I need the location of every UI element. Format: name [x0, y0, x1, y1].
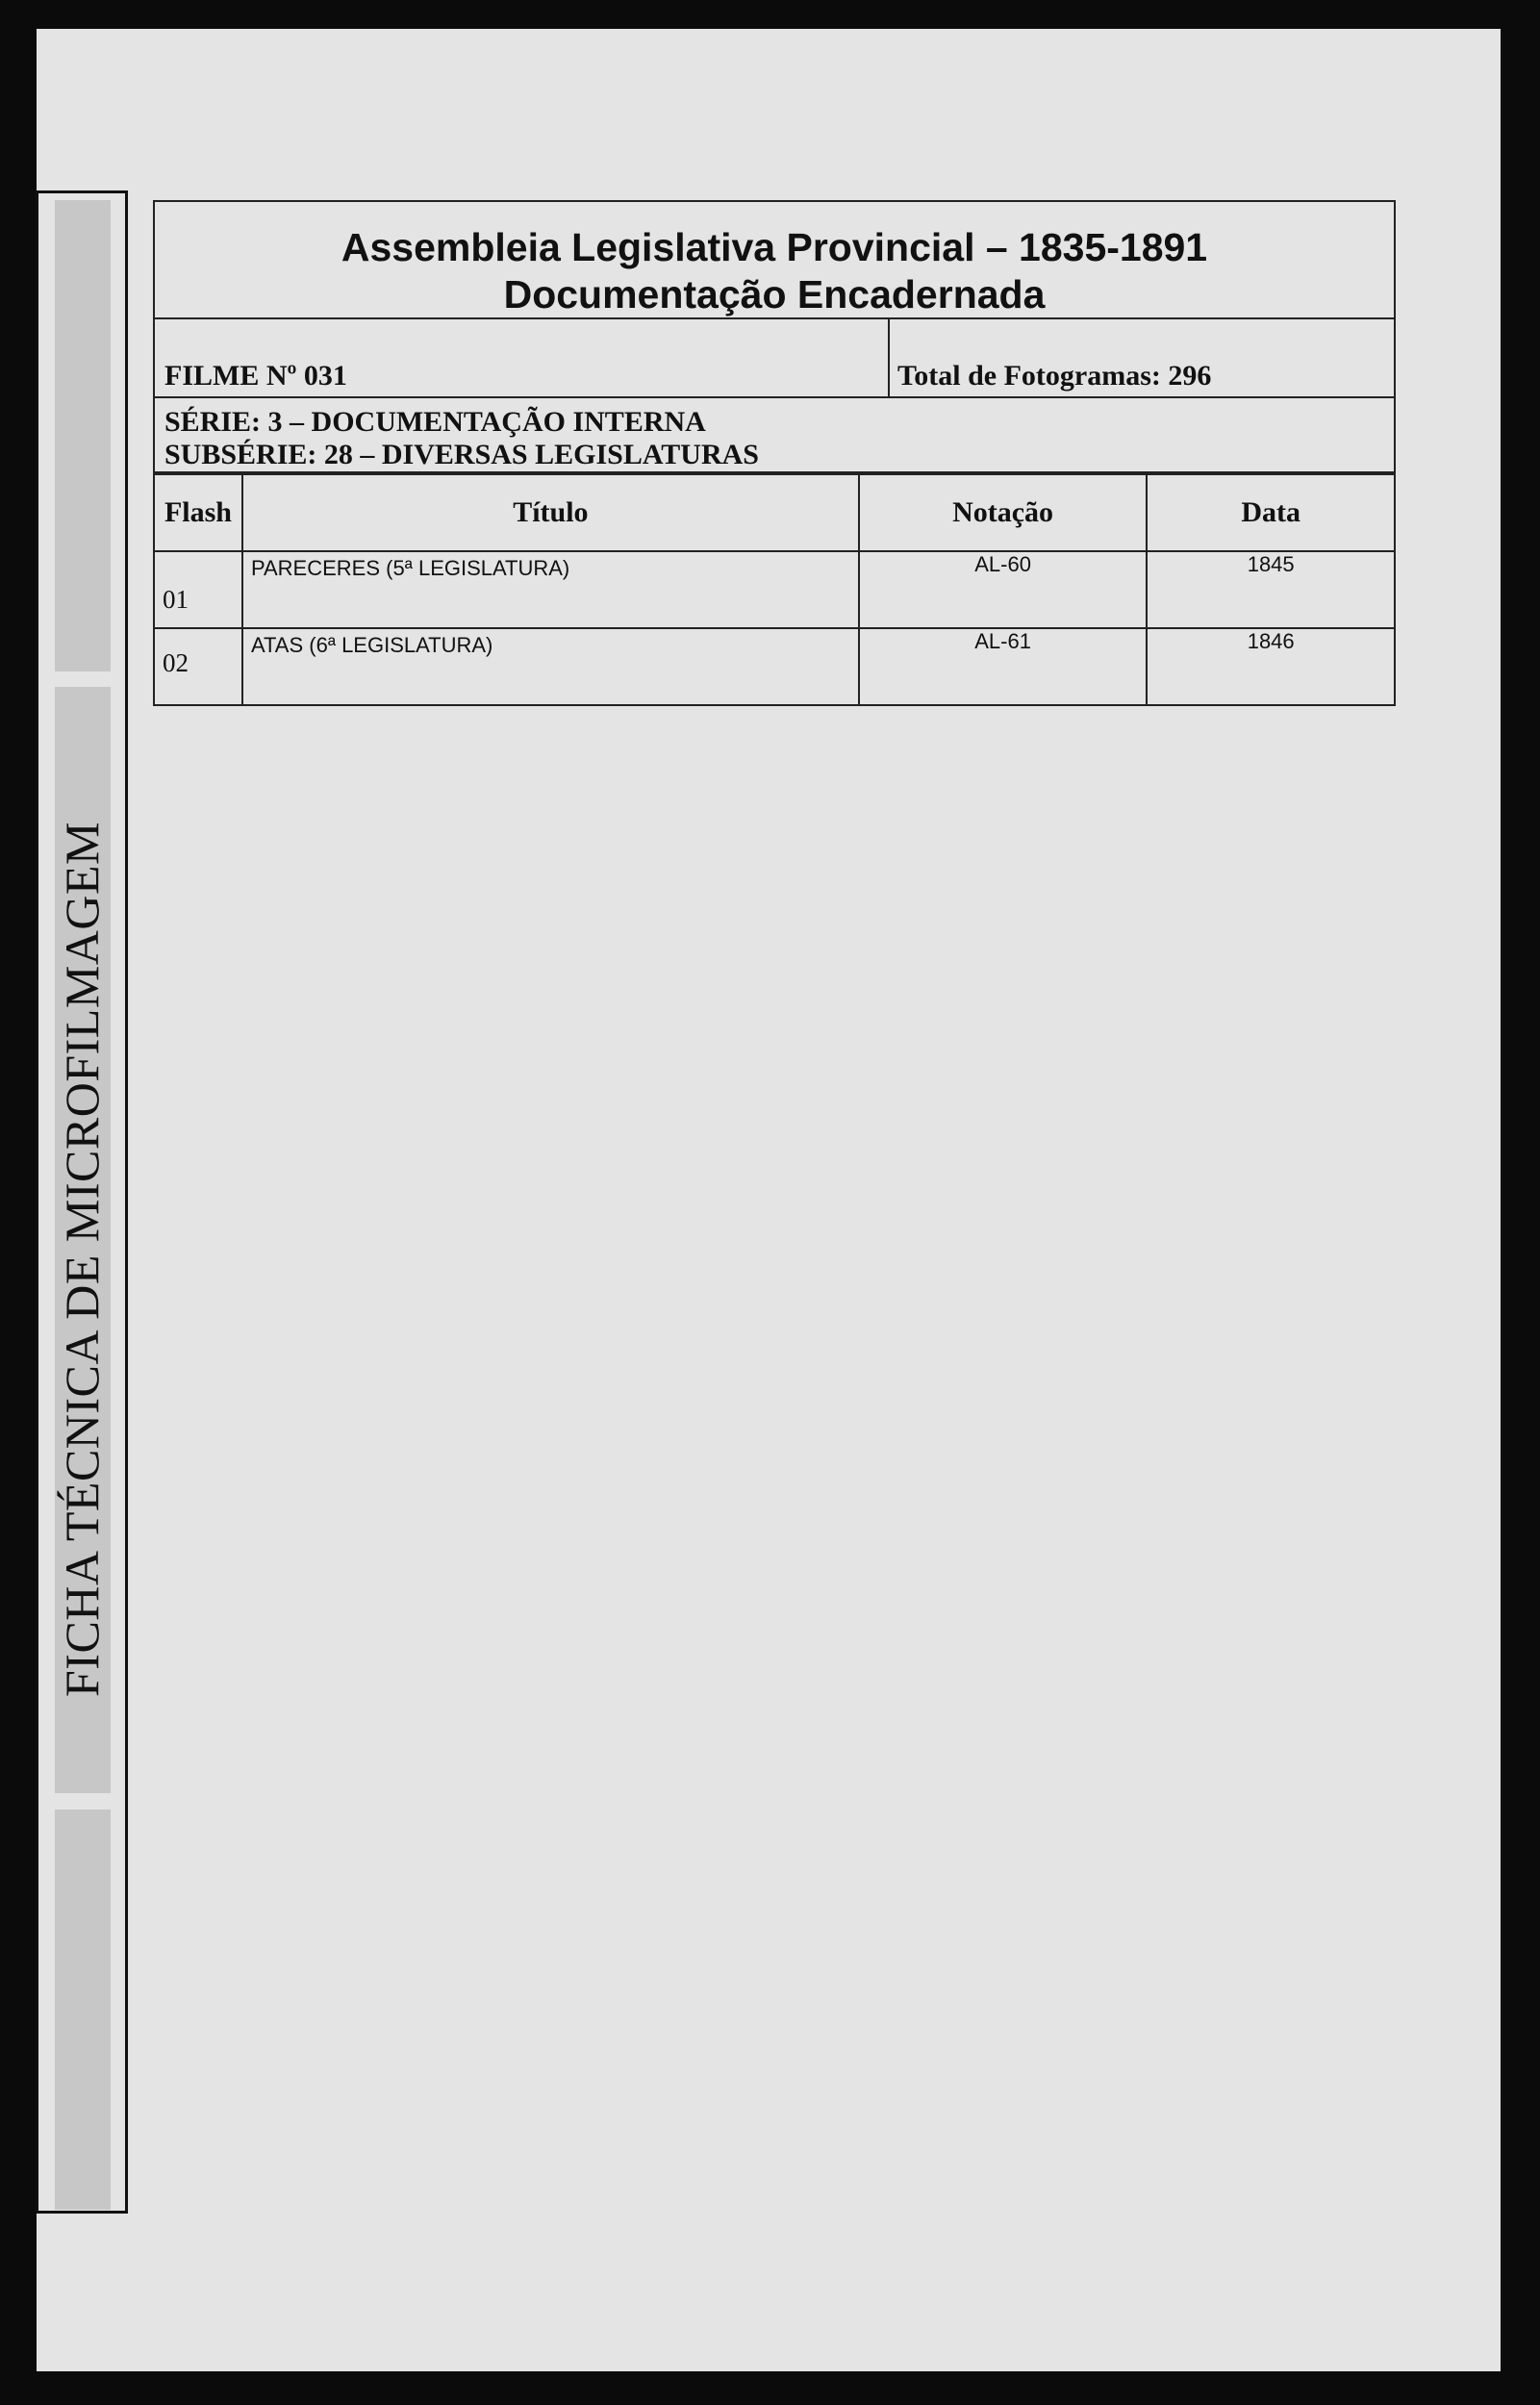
column-header-flash: Flash — [154, 474, 242, 551]
data-value: 1845 — [1147, 551, 1395, 628]
data-value: 1846 — [1147, 628, 1395, 705]
divider — [888, 319, 890, 396]
cell-flash — [154, 551, 242, 628]
film-number: FILME Nº 031 — [164, 360, 347, 392]
header-subtitle: Documentação Encadernada — [503, 272, 1046, 316]
info-box — [153, 319, 1396, 473]
titulo-value: ATAS (6ª LEGISLATURA) — [250, 633, 493, 657]
column-header-titulo: Título — [242, 474, 859, 551]
cell-flash — [154, 628, 242, 705]
contents-table — [153, 473, 1396, 706]
flash-value: 02 — [163, 648, 189, 677]
subserie: SUBSÉRIE: 28 – DIVERSAS LEGISLATURAS — [164, 439, 759, 470]
notacao-value: AL-61 — [859, 628, 1148, 705]
titulo-value: PARECERES (5ª LEGISLATURA) — [250, 556, 570, 580]
side-strip — [36, 190, 128, 2214]
cell-titulo — [242, 628, 859, 705]
column-header-notacao: Notação — [859, 474, 1148, 551]
table-row — [154, 628, 1395, 705]
side-label: FICHA TÉCNICA DE MICROFILMAGEM — [55, 822, 109, 1697]
serie: SÉRIE: 3 – DOCUMENTAÇÃO INTERNA — [164, 406, 706, 438]
divider — [155, 396, 1394, 398]
table-header-row — [154, 474, 1395, 551]
flash-value: 01 — [163, 585, 189, 614]
notacao-value: AL-60 — [859, 551, 1148, 628]
header-box — [153, 200, 1396, 319]
header-title: Assembleia Legislativa Provincial – 1835-1891 — [341, 225, 1208, 269]
strip-segment — [55, 200, 111, 671]
total-frames: Total de Fotogramas: 296 — [897, 360, 1212, 392]
side-label-wrapper — [38, 716, 125, 1803]
column-header-data: Data — [1147, 474, 1395, 551]
table-row — [154, 551, 1395, 628]
cell-titulo — [242, 551, 859, 628]
strip-segment — [55, 1810, 111, 2210]
